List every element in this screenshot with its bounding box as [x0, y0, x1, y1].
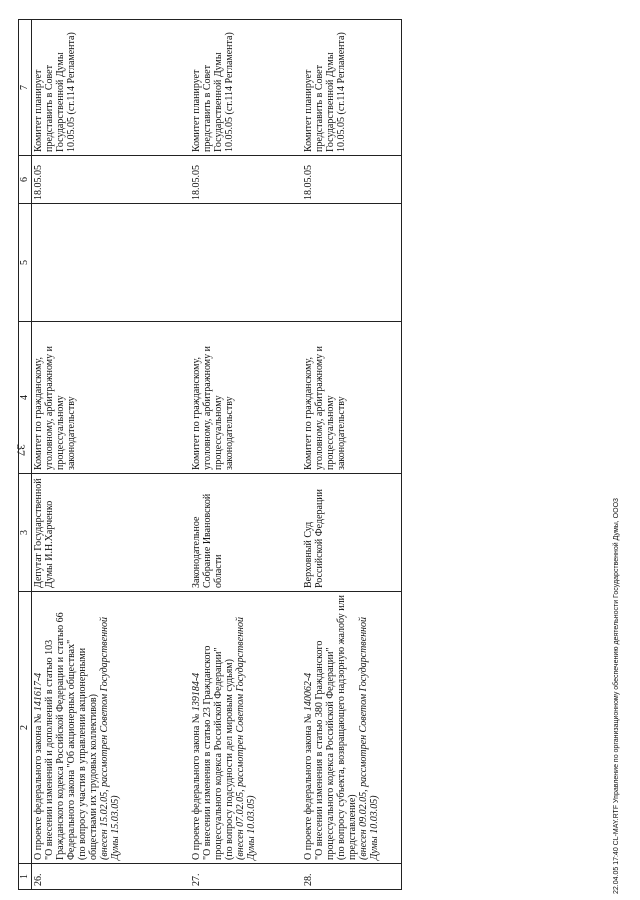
empty-cell: [190, 204, 302, 322]
plan-cell: Комитет планирует представить в Совет Государственной Думы 10.05.05 (ст.114 Регламента): [302, 20, 402, 156]
document-table-container: [18, 10, 398, 890]
bill-prefix: О проекте федерального закона №: [33, 713, 44, 860]
date-cell: 18.05.05: [302, 156, 402, 204]
plan-cell: Комитет планирует представить в Совет Государственной Думы 10.05.05 (ст.114 Регламента): [32, 20, 190, 156]
initiator-cell: Верховный Суд Российской Федерации: [302, 474, 402, 592]
row-number: 27.: [190, 864, 302, 890]
bill-description: "О внесении изменений и дополнений в статью 103 Гражданского кодекса Российской Федерации и статью 66 Федерального закона "Об акционерных обществах" (по вопросу участия в управлении акционерными обществами их трудовых коллективов): [44, 612, 99, 860]
bill-prefix: О проекте федерального закона №: [190, 713, 202, 860]
column-header: 2: [19, 592, 32, 864]
plan-cell: Комитет планирует представить в Совет Государственной Думы 10.05.05 (ст.114 Регламента): [190, 20, 302, 156]
bill-note: (внесен 07.02.05, рассмотрен Советом Государственной Думы 10.03.05): [234, 616, 257, 860]
bill-cell: [190, 592, 302, 864]
committee-cell: Комитет по гражданскому, уголовному, арбитражному и процессуальному законодательству: [302, 322, 402, 474]
bill-description: "О внесении изменения в статью 380 Гражданского процессуального кодекса Российской Федерации" (по вопросу субъекта, возвращающего надзорную жалобу или представление): [313, 595, 358, 860]
bill-number: 141617-4: [33, 672, 44, 712]
row-number: 28.: [302, 864, 402, 890]
column-header: 5: [19, 204, 32, 322]
date-cell: 18.05.05: [190, 156, 302, 204]
column-header: 7: [19, 20, 32, 156]
column-header: 6: [19, 156, 32, 204]
empty-cell: [302, 204, 402, 322]
column-header: 4: [19, 322, 32, 474]
document-table: [18, 19, 402, 890]
document-footer: 22.04.05 17:40 CL-MAY.RTF Управление по организационному обеспечению деятельности Государственной Думы, ООО3: [613, 498, 620, 894]
bill-description: "О внесении изменения в статью 23 Гражданского процессуального кодекса Российской Федерации" (по вопросу подсудности дел мировым судьям): [201, 645, 235, 860]
header-row: [19, 20, 32, 890]
table-row: [32, 20, 190, 890]
date-cell: 18.05.05: [32, 156, 190, 204]
row-number: 26.: [32, 864, 190, 890]
initiator-cell: Законодательное Собрание Ивановской области: [190, 474, 302, 592]
bill-note: (внесен 15.02.05, рассмотрен Советом Государственной Думы 15.03.05): [99, 616, 121, 860]
table-row: [190, 20, 302, 890]
bill-number: 140062-4: [302, 672, 314, 712]
initiator-cell: Депутат Государственной Думы И.Н.Харченко: [32, 474, 190, 592]
column-header: 1: [19, 864, 32, 890]
committee-cell: Комитет по гражданскому, уголовному, арбитражному и процессуальному законодательству: [190, 322, 302, 474]
bill-cell: [302, 592, 402, 864]
page-number: 37: [14, 444, 28, 456]
committee-cell: Комитет по гражданскому, уголовному, арбитражному и процессуальному законодательству: [32, 322, 190, 474]
bill-cell: [32, 592, 190, 864]
table-row: [302, 20, 402, 890]
bill-note: (внесен 09.02.05, рассмотрен Советом Государственной Думы 10.03.05): [357, 616, 380, 860]
empty-cell: [32, 204, 190, 322]
bill-number: 139184-4: [190, 672, 202, 712]
column-header: 3: [19, 474, 32, 592]
bill-prefix: О проекте федерального закона №: [302, 713, 314, 860]
